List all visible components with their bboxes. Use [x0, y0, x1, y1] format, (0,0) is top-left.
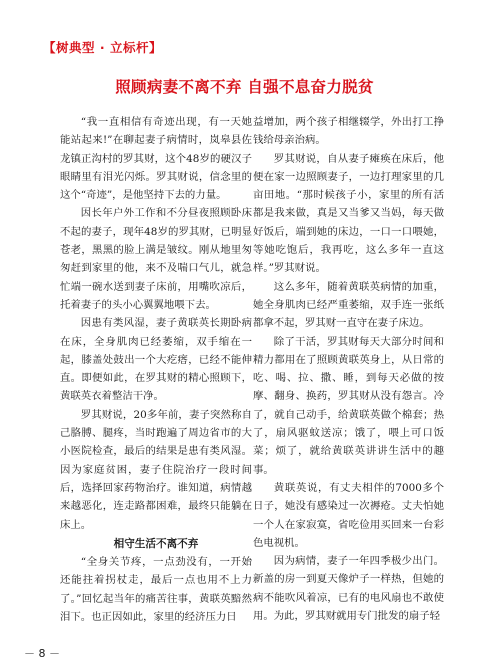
- paragraph: 因患有类风湿，妻子黄联英长期卧病在床，全身肌肉已经萎缩，双手缩在一起，膝盖处鼓出一个大疙瘩，已经不能伸直。即便如此，在罗其财的精心照顾下，黄联英衣着整洁干净。: [60, 317, 252, 403]
- right-column: [253, 113, 444, 625]
- paragraph: 除了干活，罗其财每天大部分时间和精力都用在了照顾黄联英身上，从日常的吃、喝、拉、撒、睡，到每天必做的按摩、翻身、换药，罗其财从没有怨言。冷了，就自己动手，给黄联英做个棉套；热了，扇风驱蚊送凉；饿了，喂上可口饭菜；烦了，就给黄联英讲讲生活中的趣事。: [253, 335, 444, 476]
- paragraph: 因长年户外工作和不分昼夜照顾卧床不起的妻子，现年48岁的罗其财，已明显苍老，黑黑的脸上满是皱纹。刚从地里匆匆赶到家里的他，来不及喘口气儿，就急忙端一碗水送到妻子床前，用嘴吹凉后，托着妻子的头小心翼翼地喂下去。: [60, 207, 252, 311]
- article-title: 照顾病妻不离不弃 自强不息奋力脱贫: [115, 77, 374, 96]
- left-column: [60, 113, 252, 626]
- paragraph-continuation: 益增加，两个孩子相继辍学，外出打工挣钱给母亲治病。: [253, 116, 444, 147]
- paragraph: 因为病情，妻子一年四季极少出门。新盖的房一到夏天像炉子一样热，但她的病不能吹风着凉，已有的电风扇也不敢使用。为此，罗其财就用专门批发的扇子轻: [253, 555, 444, 623]
- paragraph: 罗其财说，自从妻子瘫痪在床后，他便在家一边照顾妻子，一边打理家里的几亩田地。“那时候孩子小，家里的所有活都是我来做，真是又当爹又当妈，每天做好饭后，端到她的床边，一口一口喂她，等她吃饱后，我再吃，这么多年一直这样。”罗其财说。: [253, 152, 444, 275]
- paragraph: 黄联英说，有丈夫相伴的7000多个日子，她没有感染过一次褥疮。丈夫怕她一个人在家寂寞，省吃俭用买回来一台彩色电视机。: [253, 481, 444, 549]
- paragraph: 这么多年，随着黄联英病情的加重，她全身肌肉已经严重萎缩，双手连一张纸都拿不起，罗其财一直守在妻子床边。: [253, 280, 444, 330]
- section-tag: 【树典型 · 立标杆】: [43, 40, 162, 55]
- paragraph: “我一直相信有奇迹出现，有一天她能站起来!”在聊起妻子病情时，岚皋县佐龙镇正沟村的罗其财，这个48岁的硬汉子眼睛里有泪光闪烁。罗其财说，信念里的这个“奇迹”，是他坚持下去的力量。: [60, 116, 252, 202]
- paragraph: 罗其财说，20多年前，妻子突然称自己胳膊、腿疼，当时跑遍了周边省市的大小医院检查，最后的结果是患有类风湿。因为家庭贫困，妻子住院治疗一段时间后，选择回家药物治疗。谁知道，病情越来越恶化，连走路都困难，最终只能躺在床上。: [60, 408, 252, 531]
- page-number: － 8 －: [24, 647, 60, 660]
- section-subheading: 相守生活不离不弃: [113, 537, 199, 550]
- paragraph: “全身关节疼，一点劲没有，一开始还能拄着拐杖走，最后一点也用不上力了。”回忆起当年的痛苦往事，黄联英黯然泪下。也正因如此，家里的经济压力日: [60, 556, 252, 624]
